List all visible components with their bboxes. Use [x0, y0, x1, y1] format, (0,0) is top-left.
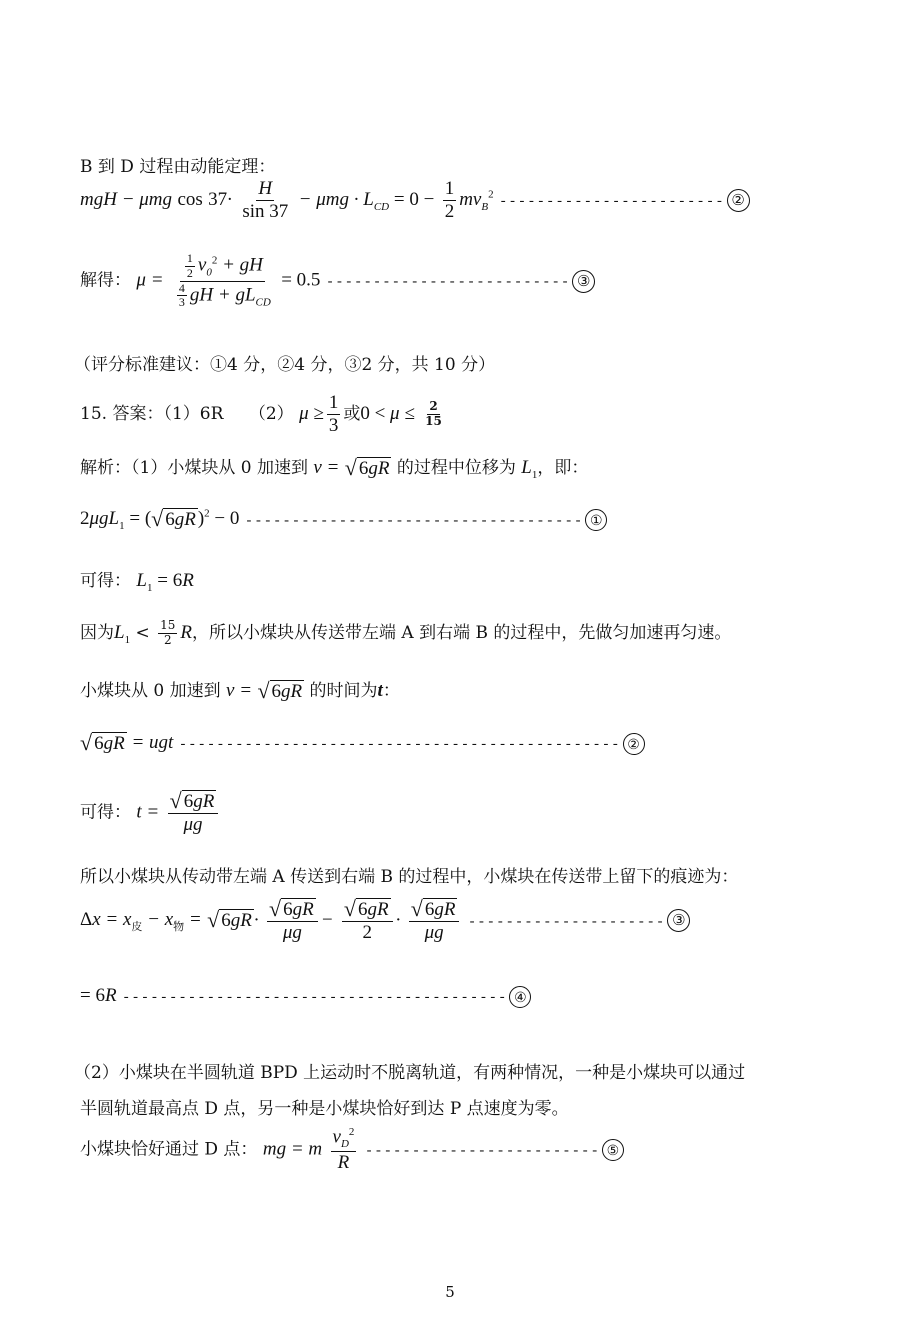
- text-line-time: 小煤块从 0 加速到 v = √ 6gR 的时间为t：: [80, 678, 400, 703]
- text-line-because: 因为$L_1$ < $\frac{15}{2}$ R，所以小煤块从传送带左端 A 到右端 B 的过程中，先做匀加速再匀速。: [80, 618, 732, 647]
- text-line-analysis: 解析：（1）小煤块从 0 加速到 v = √ 6gR 的过程中位移为 $L_1$，即：: [80, 455, 589, 481]
- result-L1: 可得： $L_1 = 6R$: [80, 570, 194, 594]
- text-line-part2-cont: 半圆轨道最高点 D 点，另一种是小煤块恰好到达 P 点速度为零。: [80, 1099, 569, 1119]
- marker-1: ①: [585, 509, 607, 531]
- marker-2: ②: [727, 189, 750, 212]
- marker-5: ⑤: [602, 1139, 624, 1161]
- equation-1: 2μgL$_1$ = ( √ 6gR )$^2$ − 0 ------------------------------------ ①: [80, 508, 607, 532]
- label: 解得：: [80, 270, 131, 291]
- text: B 到 D 过程由动能定理：: [80, 157, 276, 177]
- text: （评分标准建议：①4 分，②4 分，③2 分，共 10 分）: [74, 355, 496, 375]
- marker-3: ③: [572, 270, 595, 293]
- equation-2-time: √ 6gR = ugt ----------------------------------------------- ②: [80, 732, 645, 755]
- result-trace: = 6R ----------------------------------------- ④: [80, 985, 531, 1008]
- marker-4: ④: [509, 986, 531, 1008]
- equation-3-mu: 解得： μ = $\frac{1}{2}$ $v_0^2$ + gH $\frac{4}{3}$ gH + $gL_{CD}$ = 0.5 -------------------------- ③: [80, 252, 595, 310]
- label: 15. 答案：（1）6R （2）: [80, 403, 294, 424]
- text-line-scoring: [74, 350, 495, 375]
- result-t: 可得： t = √ 6gR μg: [80, 790, 221, 836]
- text-line-1: [80, 152, 275, 177]
- text-line-trace: 所以小煤块从传动带左端 A 传送到右端 B 的过程中，小煤块在传送带上留下的痕迹为：: [80, 867, 739, 887]
- equation-5: 小煤块恰好通过 D 点： mg = m $\frac{v_D^2}{R}$ ------------------------- ⑤: [80, 1126, 624, 1174]
- answer-15: 15. 答案：（1）6R （2） μ ≥ $\frac{1}{3}$ 或0 < μ ≤ $\frac{2}{15}$: [80, 392, 442, 436]
- equation-3-trace: $\Delta x = x_皮 - x_物$ = √ 6gR · √ 6gR μg − √ 6gR 2 · √ 6gR μg --------------------- ③: [80, 898, 690, 944]
- page-number: 5: [445, 1283, 455, 1301]
- equation-2-energy: mgH − μmg cos 37· $\frac{H}{\sin 37}$ − $\mu mg \cdot L_{CD} = 0$ − $\frac{1}{2}$ $mv_B^2$ ------------------------ ②: [80, 178, 750, 223]
- marker-3b: ③: [667, 909, 690, 932]
- marker-2b: ②: [623, 733, 645, 755]
- text-line-part2: （2）小煤块在半圆轨道 BPD 上运动时不脱离轨道，有两种情况，一种是小煤块可以通过: [74, 1063, 746, 1083]
